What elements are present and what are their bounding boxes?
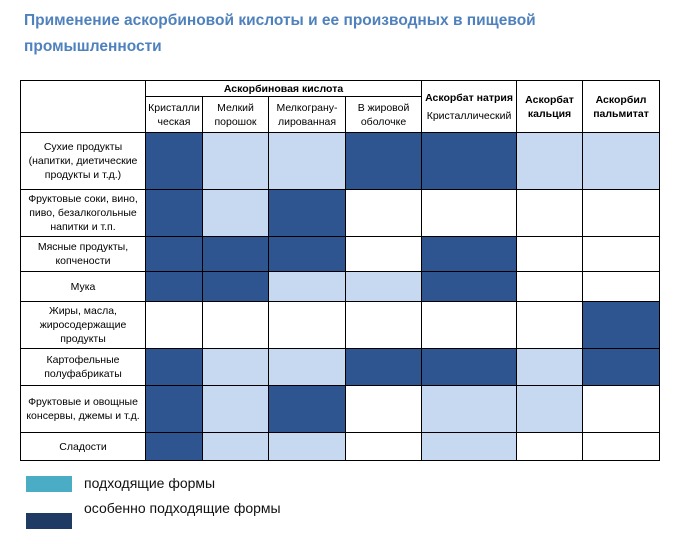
ascorbyl-palmitate-header: Аскорбил пальмитат <box>583 81 660 133</box>
suitability-cell <box>583 237 660 272</box>
suitability-cell <box>517 349 583 386</box>
ascorbic-acid-header: Аскорбиновая кислота <box>146 81 422 97</box>
suitability-cell <box>269 190 346 237</box>
form-header-fat-coated: В жировой оболочке <box>346 97 422 133</box>
suitability-cell <box>203 302 269 349</box>
suitability-cell <box>517 272 583 302</box>
sodium-ascorbate-header <box>422 81 517 133</box>
legend-swatch-especially <box>26 513 72 529</box>
suitability-cell <box>146 386 203 433</box>
row-label: Фруктовые соки, вино, пиво, безалкогольные напитки и т.п. <box>21 190 146 237</box>
row-label: Жиры, масла, жиросодержащие продукты <box>21 302 146 349</box>
sodium-ascorbate-form: Кристаллический <box>426 109 512 122</box>
suitability-cell <box>517 133 583 190</box>
suitability-cell <box>422 133 517 190</box>
suitability-cell <box>269 386 346 433</box>
sodium-ascorbate-title: Аскорбат натрия <box>425 91 513 104</box>
suitability-cell <box>346 302 422 349</box>
suitability-cell <box>146 349 203 386</box>
suitability-cell <box>203 133 269 190</box>
suitability-cell <box>422 272 517 302</box>
suitability-cell <box>269 302 346 349</box>
suitability-cell <box>583 302 660 349</box>
row-label: Сладости <box>21 433 146 461</box>
suitability-cell <box>517 237 583 272</box>
table-row <box>21 272 660 302</box>
form-header-fine-granulated: Мелкограну- лированная <box>269 97 346 133</box>
suitability-cell <box>146 237 203 272</box>
suitability-cell <box>583 133 660 190</box>
table-row <box>21 237 660 272</box>
legend-swatch-suitable <box>26 476 72 492</box>
suitability-cell <box>203 237 269 272</box>
suitability-cell <box>346 272 422 302</box>
corner-header <box>21 81 146 133</box>
suitability-cell <box>517 302 583 349</box>
legend-label-especially: особенно подходящие формы <box>84 500 281 516</box>
suitability-cell <box>422 190 517 237</box>
page-title: Применение аскорбиновой кислоты и ее производных в пищевой промышленности <box>24 12 536 55</box>
suitability-cell <box>517 190 583 237</box>
suitability-cell <box>203 386 269 433</box>
suitability-cell <box>422 433 517 461</box>
suitability-cell <box>346 237 422 272</box>
suitability-cell <box>346 133 422 190</box>
suitability-cell <box>346 386 422 433</box>
suitability-cell <box>346 349 422 386</box>
suitability-cell <box>269 133 346 190</box>
suitability-cell <box>269 237 346 272</box>
suitability-cell <box>583 272 660 302</box>
suitability-cell <box>146 433 203 461</box>
suitability-cell <box>422 237 517 272</box>
row-label: Картофельные полуфабрикаты <box>21 349 146 386</box>
row-label: Фруктовые и овощные консервы, джемы и т.д. <box>21 386 146 433</box>
application-table <box>20 80 660 461</box>
suitability-cell <box>203 190 269 237</box>
suitability-cell <box>146 190 203 237</box>
suitability-cell <box>422 349 517 386</box>
suitability-cell <box>146 302 203 349</box>
suitability-cell <box>583 349 660 386</box>
suitability-cell <box>346 190 422 237</box>
suitability-cell <box>203 349 269 386</box>
form-header-fine-powder: Мелкий порошок <box>203 97 269 133</box>
calcium-ascorbate-header: Аскорбат кальция <box>517 81 583 133</box>
table-row <box>21 190 660 237</box>
row-label: Мука <box>21 272 146 302</box>
suitability-cell <box>583 190 660 237</box>
suitability-cell <box>203 433 269 461</box>
suitability-cell <box>422 386 517 433</box>
suitability-cell <box>269 272 346 302</box>
suitability-cell <box>517 386 583 433</box>
suitability-cell <box>269 349 346 386</box>
table-row <box>21 302 660 349</box>
suitability-cell <box>346 433 422 461</box>
table-row <box>21 133 660 190</box>
table-row <box>21 349 660 386</box>
suitability-cell <box>583 386 660 433</box>
suitability-cell <box>203 272 269 302</box>
suitability-cell <box>269 433 346 461</box>
suitability-cell <box>517 433 583 461</box>
form-header-crystalline: Кристалли ческая <box>146 97 203 133</box>
suitability-cell <box>583 433 660 461</box>
suitability-cell <box>146 272 203 302</box>
row-label: Сухие продукты (напитки, диетические продукты и т.д.) <box>21 133 146 190</box>
table-row <box>21 433 660 461</box>
suitability-cell <box>146 133 203 190</box>
legend-label-suitable: подходящие формы <box>84 475 216 491</box>
table-row <box>21 386 660 433</box>
row-label: Мясные продукты, копчености <box>21 237 146 272</box>
suitability-cell <box>422 302 517 349</box>
